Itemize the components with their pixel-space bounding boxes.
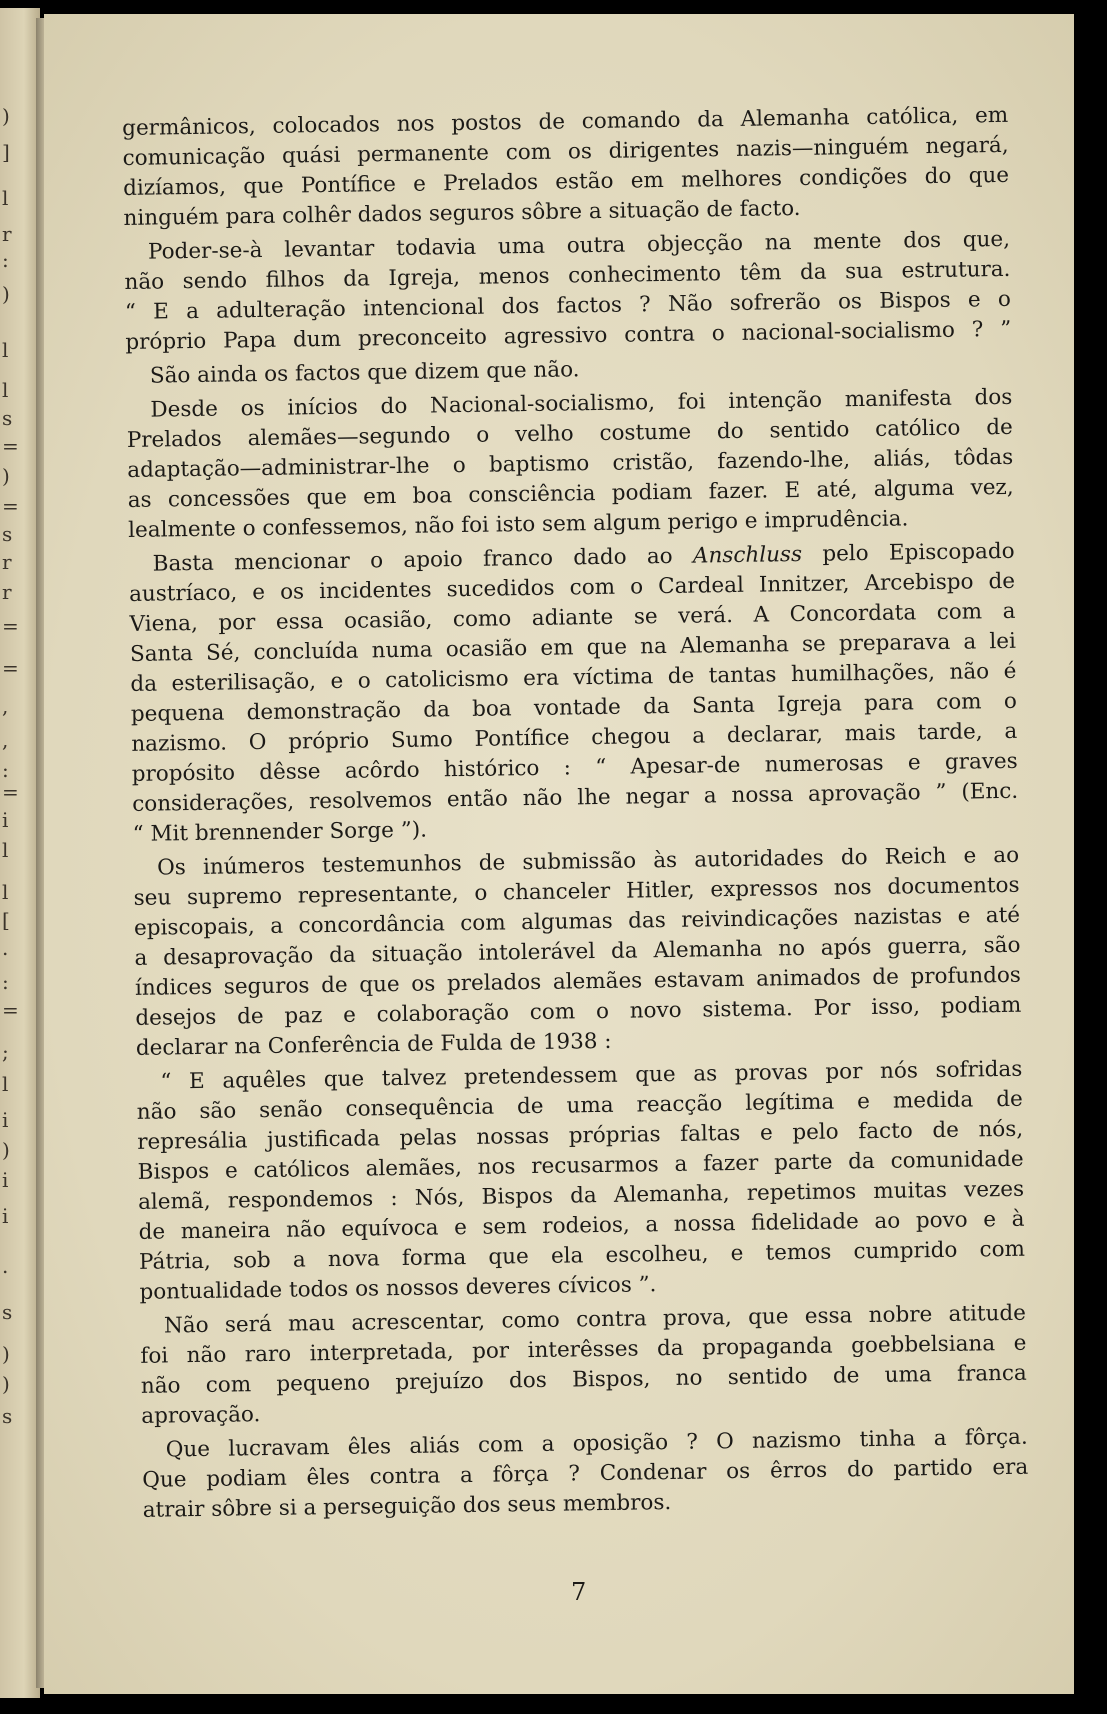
- edge-fragment-char: r: [2, 222, 12, 246]
- edge-fragment-char: ): [2, 282, 10, 306]
- text-line: propósito dêsse acôrdo histórico : “ Apesar-de numerosas e graves: [131, 748, 1018, 787]
- edge-fragment-char: ]: [2, 140, 10, 164]
- text-line: aprovação.: [141, 1402, 261, 1429]
- text-line: ninguém para colhêr dados seguros sôbre a situação de facto.: [123, 195, 801, 231]
- text-line: dizíamos, que Pontífice e Prelados estão em melhores condições do que: [122, 162, 1010, 201]
- text-line: seu supremo representante, o chanceler Hitler, expressos nos documentos: [133, 872, 1020, 911]
- text-line: considerações, resolvemos então não lhe negar a nossa aprovação ” (Enc.: [132, 778, 1019, 817]
- edge-fragment-char: i: [2, 1204, 9, 1228]
- edge-fragment-char: r: [2, 550, 12, 574]
- text-line: Desde os inícios do Nacional-socialismo, foi intenção manifesta dos: [150, 384, 1013, 423]
- text-line: comunicação quási permanente com os dirigentes nazis—ninguém negará,: [122, 132, 1009, 171]
- text-line: Que podiam êles contra a fôrça ? Condenar os êrros do partido era: [142, 1454, 1029, 1493]
- edge-fragment-char: l: [2, 1072, 9, 1096]
- text-line: Viena, por essa ocasião, como adiante se verá. A Concordata com a: [129, 598, 1016, 637]
- edge-fragment-char: .: [2, 1254, 9, 1278]
- edge-fragment-char: =: [2, 614, 19, 638]
- text-line: índices seguros de que os prelados alemães estavam animados de profundos: [134, 962, 1022, 1001]
- text-line: austríaco, e os incidentes sucedidos com o Cardeal Innitzer, Arcebispo de: [128, 568, 1016, 607]
- text-line: Pátria, sob a nova forma que ela escolheu, e temos cumprido com: [138, 1236, 1026, 1275]
- edge-fragment-char: s: [2, 522, 13, 546]
- book-page: [44, 14, 1074, 1694]
- text-line: próprio Papa dum preconceito agressivo contra o nacional-socialismo ? ”: [125, 316, 1012, 355]
- edge-fragment-char: ): [2, 104, 10, 128]
- text-line: São ainda os factos que dizem que não.: [149, 357, 580, 389]
- text-line: Poder-se-à levantar todavia uma outra objecção na mente dos que,: [147, 226, 1011, 265]
- previous-page-edge: [0, 8, 40, 1698]
- text-line: adaptação—administrar-lhe o baptismo cristão, fazendo-lhe, aliás, tôdas: [127, 444, 1014, 483]
- text-line: da esterilisação, e o catolicismo era víctima de tantas humilhações, não é: [130, 658, 1017, 697]
- edge-fragment-char: s: [2, 1300, 13, 1324]
- page-number: 7: [571, 1578, 587, 1606]
- text-line: pontualidade todos os nossos deveres cívicos ”.: [139, 1272, 657, 1305]
- edge-fragment-char: =: [2, 780, 19, 804]
- edge-fragment-char: i: [2, 1108, 9, 1132]
- text-line: episcopais, a concordância com algumas das reivindicações nazistas e até: [133, 902, 1021, 941]
- edge-fragment-char: =: [2, 656, 19, 680]
- text-line: declarar na Conferência de Fulda de 1938 :: [135, 1028, 612, 1061]
- text-line: desejos de paz e colaboração com o novo sistema. Por isso, podiam: [135, 992, 1022, 1031]
- edge-fragment-char: =: [2, 434, 19, 458]
- text-line: lealmente o confessemos, não foi isto sem algum perigo e imprudência.: [127, 506, 909, 543]
- edge-fragment-char: s: [2, 406, 13, 430]
- text-line: não são senão consequência de uma reacção legítima e medida de: [136, 1086, 1023, 1125]
- edge-fragment-char: l: [2, 838, 9, 862]
- edge-fragment-char: ): [2, 1138, 10, 1162]
- text-segment: Basta mencionar o apoio franco dado ao: [152, 543, 694, 577]
- edge-fragment-char: i: [2, 1168, 9, 1192]
- edge-fragment-char: :: [2, 970, 9, 994]
- text-line: Os inúmeros testemunhos de submissão às autoridades do Reich e ao: [157, 842, 1020, 881]
- edge-fragment-char: s: [2, 1404, 13, 1428]
- page-body-text: [122, 101, 1029, 1526]
- edge-fragment-char: i: [2, 808, 9, 832]
- text-line: Santa Sé, concluída numa ocasião em que na Alemanha se preparava a lei: [129, 628, 1017, 667]
- text-line: nazismo. O próprio Sumo Pontífice chegou a declarar, mais tarde, a: [131, 718, 1018, 757]
- edge-fragment-char: l: [2, 880, 9, 904]
- edge-fragment-char: ): [2, 464, 10, 488]
- edge-fragment-char: ): [2, 1342, 10, 1366]
- edge-fragment-char: [: [2, 908, 10, 932]
- text-line: “ Mit brennender Sorge ”).: [132, 817, 428, 847]
- text-line: de maneira não equívoca e sem rodeios, a nossa fidelidade ao povo e à: [138, 1206, 1025, 1245]
- edge-fragment-char: :: [2, 248, 9, 272]
- text-line: Bispos e católicos alemães, nos recusarmos a fazer parte da comunidade: [137, 1146, 1024, 1185]
- text-line: a desaprovação da situação intolerável da Alemanha no após guerra, são: [134, 932, 1021, 971]
- text-line: Que lucravam êles aliás com a oposição ? O nazismo tinha a fôrça.: [165, 1424, 1028, 1463]
- text-line: atrair sôbre si a perseguição dos seus membros.: [142, 1490, 672, 1523]
- edge-fragment-char: ;: [2, 1040, 9, 1064]
- text-line: “ E aquêles que talvez pretendessem que as provas por nós sofridas: [160, 1056, 1023, 1095]
- text-line: germânicos, colocados nos postos de comando da Alemanha católica, em: [122, 102, 1009, 141]
- edge-fragment-char: r: [2, 580, 12, 604]
- text-line: não com pequeno prejuízo dos Bispos, no sentido de uma franca: [140, 1360, 1027, 1399]
- edge-fragment-char: =: [2, 998, 19, 1022]
- edge-fragment-char: l: [2, 186, 9, 210]
- text-line: “ E a adulteração intencional dos factos ? Não sofrerão os Bispos e o: [124, 286, 1012, 325]
- edge-fragment-char: ,: [2, 728, 9, 752]
- text-line: alemã, respondemos : Nós, Bispos da Alemanha, repetimos muitas vezes: [137, 1176, 1025, 1215]
- edge-fragment-char: .: [2, 936, 9, 960]
- text-line: Prelados alemães—segundo o velho costume do sentido católico de: [126, 414, 1013, 453]
- edge-fragment-char: l: [2, 338, 9, 362]
- text-line: represália justificada pelas nossas próprias faltas e pelo facto de nós,: [137, 1116, 1024, 1155]
- text-line: não sendo filhos da Igreja, menos conhecimento têm da sua estrutura.: [124, 256, 1011, 295]
- text-line: as concessões que em boa consciência podiam fazer. E até, alguma vez,: [127, 474, 1014, 513]
- italic-term: Anschluss: [692, 541, 803, 569]
- edge-fragment-char: ,: [2, 694, 9, 718]
- edge-fragment-char: l: [2, 378, 9, 402]
- edge-fragment-char: ): [2, 1372, 10, 1396]
- edge-fragment-char: :: [2, 758, 9, 782]
- text-line: Não será mau acrescentar, como contra prova, que essa nobre atitude: [163, 1300, 1027, 1339]
- edge-fragment-char: =: [2, 494, 19, 518]
- text-line: pequena demonstração da boa vontade da Santa Igreja para com o: [130, 688, 1017, 727]
- text-segment: pelo Episcopado: [801, 538, 1015, 567]
- text-line: foi não raro interpretada, por interêsses da propaganda goebbelsiana e: [140, 1330, 1027, 1369]
